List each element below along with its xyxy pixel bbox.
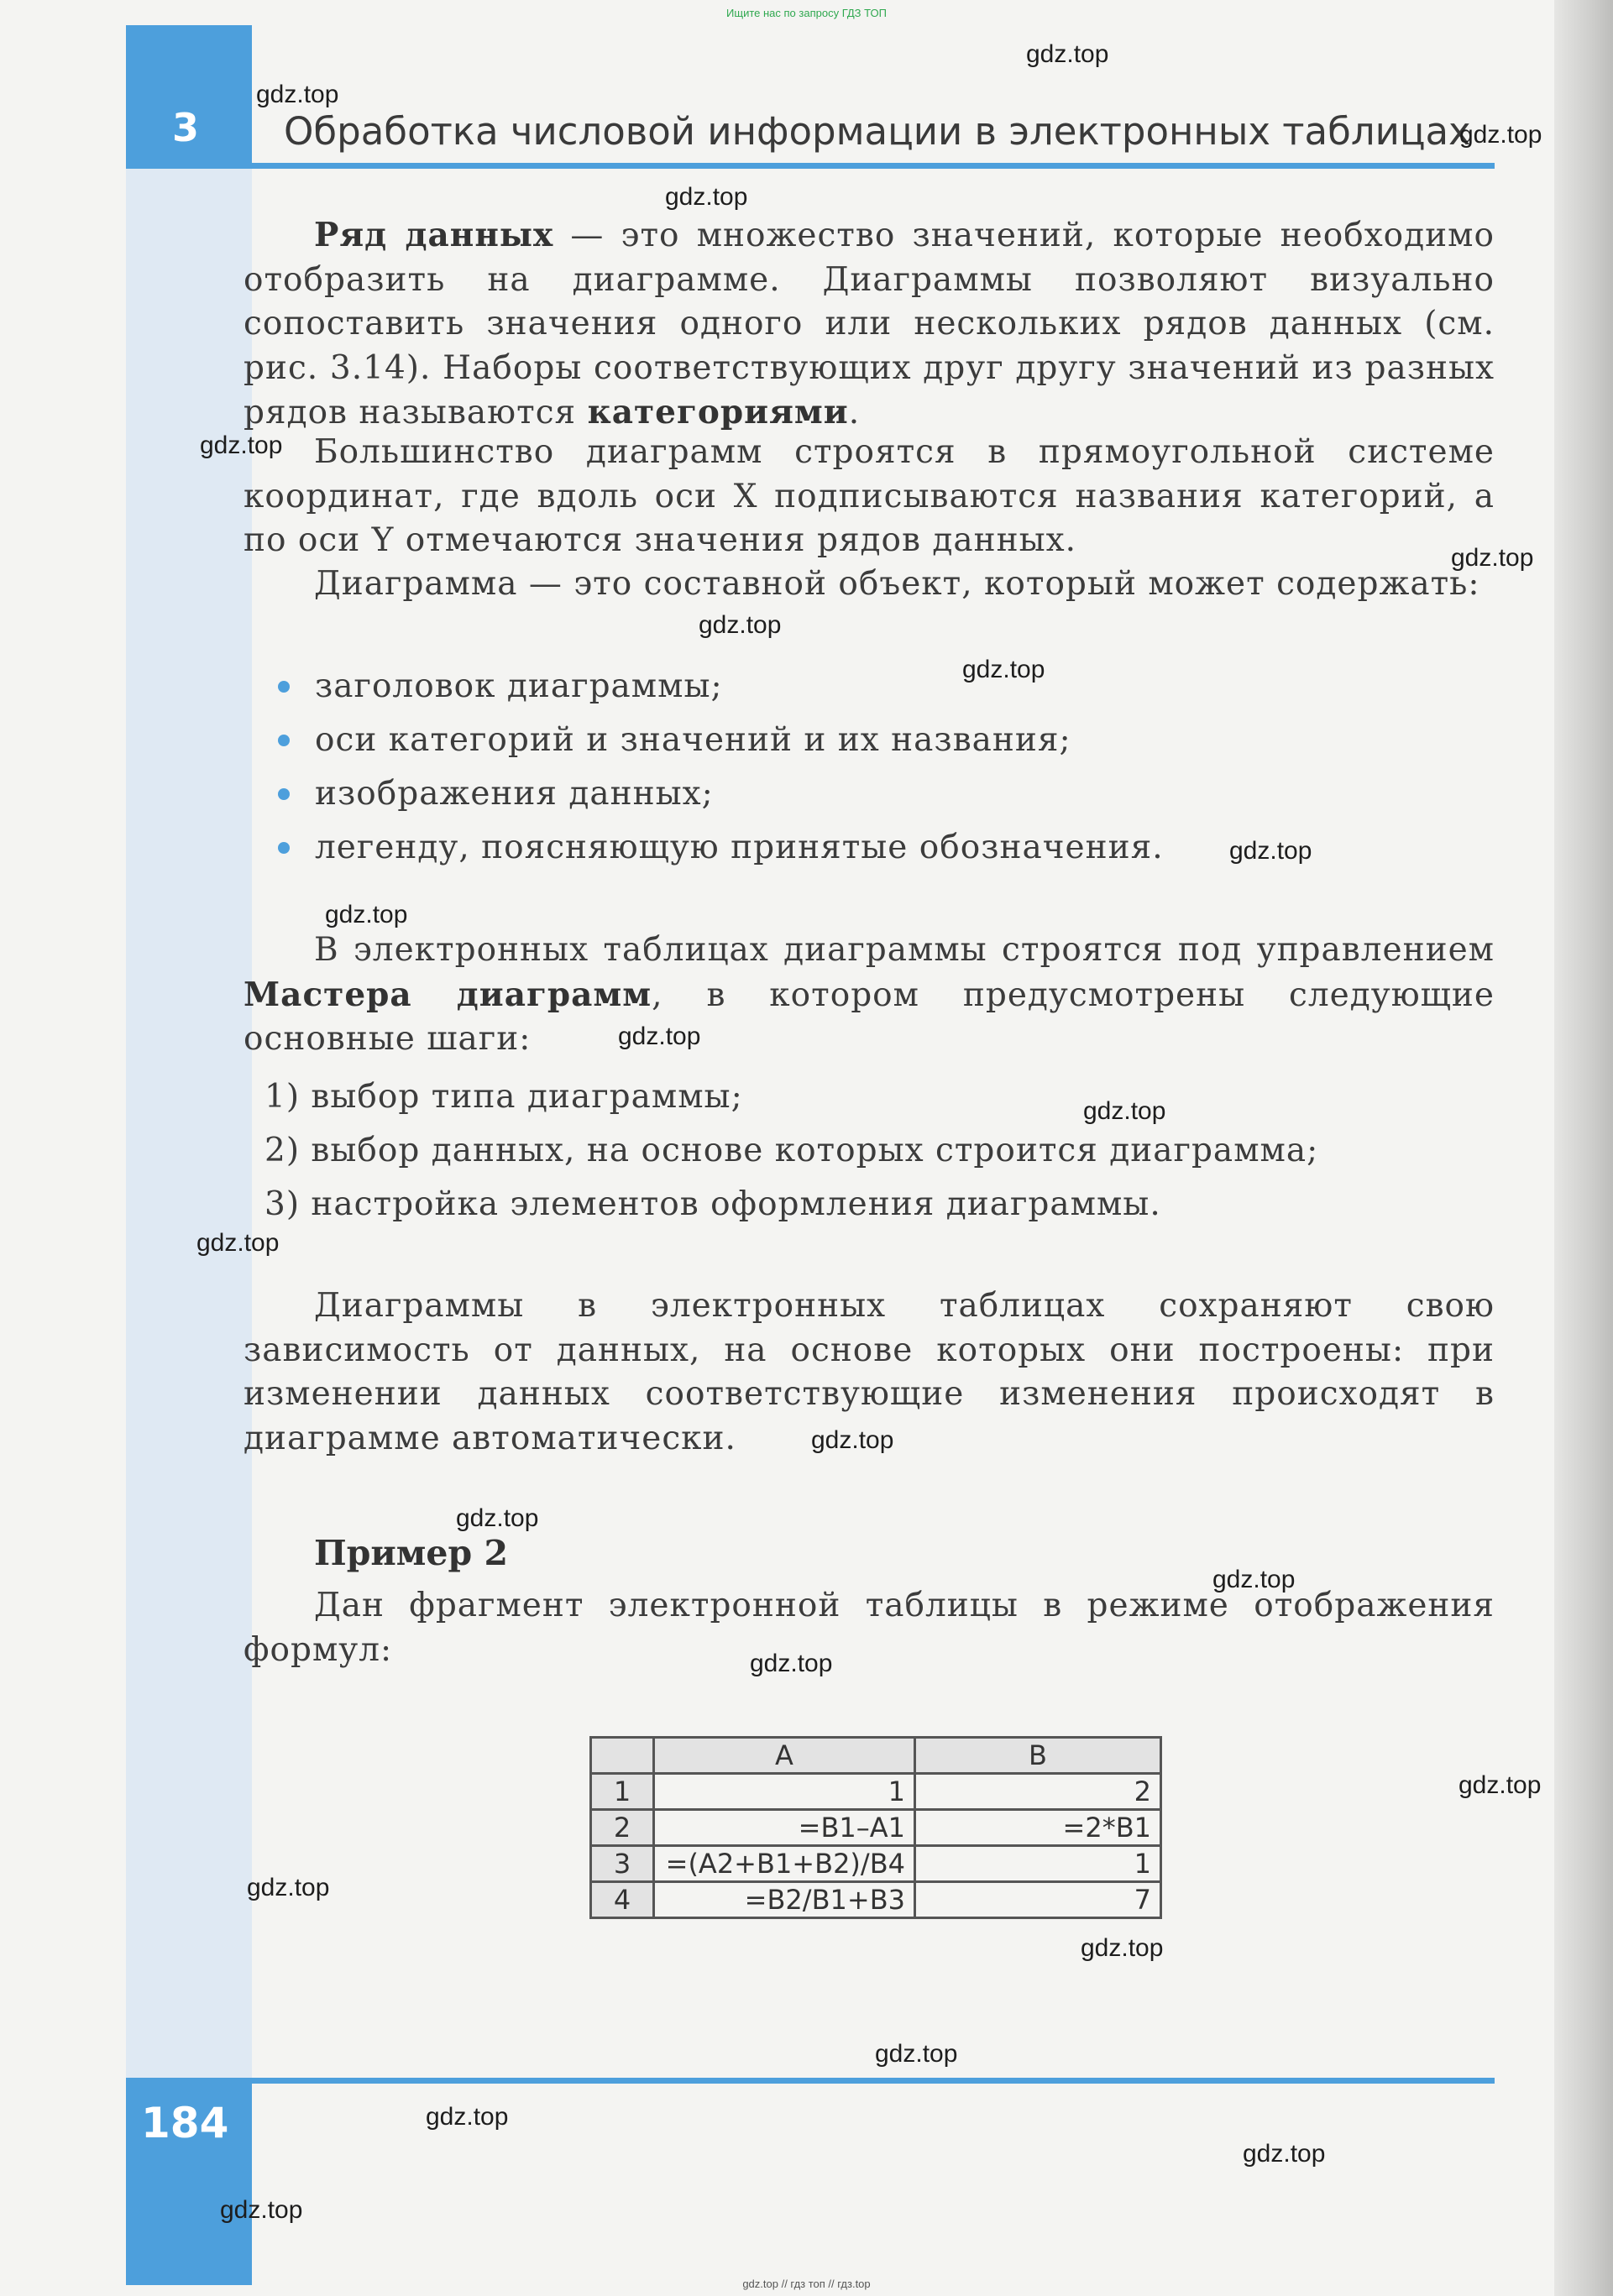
watermark: gdz.top [618,1022,701,1050]
watermark: gdz.top [750,1650,833,1677]
row-number: 2 [591,1810,654,1846]
watermark: gdz.top [1243,2140,1326,2168]
watermark: gdz.top [1026,40,1109,68]
row-number: 1 [591,1774,654,1810]
paragraph-text: Диаграмма — это составной объект, который может содержать: [314,565,1480,603]
watermark: gdz.top [665,183,748,211]
column-header-b: B [915,1738,1161,1774]
watermark: gdz.top [220,2196,303,2224]
footer-divider [126,2078,1495,2084]
watermark: gdz.top [875,2040,958,2068]
row-number: 4 [591,1882,654,1918]
list-item: 1) выбор типа диаграммы; [264,1078,743,1116]
paragraph-example-intro [244,1584,1495,1672]
column-header-a: A [654,1738,915,1774]
table-row [591,1774,1161,1810]
table-row [591,1810,1161,1846]
watermark: gdz.top [1212,1566,1296,1593]
term-chart-wizard: Мастера диаграмм [244,975,652,1014]
watermark: gdz.top [426,2103,509,2131]
spreadsheet-fragment [589,1736,1162,1919]
bullet-icon [278,681,290,693]
list-item-text: оси категорий и значений и их названия; [315,721,1071,759]
page-edge-shadow [1554,0,1613,2296]
chapter-title: Обработка числовой информации в электронных таблицах [284,109,1471,154]
table-header-row [591,1738,1161,1774]
watermark: gdz.top [196,1229,280,1257]
paragraph-text: В электронных таблицах диаграммы строятся под управлением [314,931,1495,969]
paragraph-text: — это множество значений, которые необходимо отобразить на диаграмме. Диаграммы позволяют визуально сопоставить значения одного или нескольких рядов данных (см. рис. 3.14). Наборы соответствующих друг другу значений из разных рядов называются [244,217,1495,431]
bullet-icon [278,788,290,800]
header-divider [126,163,1495,169]
paragraph-data-series [244,213,1495,436]
cell-a: =B2/B1+B3 [654,1882,915,1918]
paragraph-text: Дан фрагмент электронной таблицы в режиме отображения формул: [244,1587,1495,1669]
list-item-text: заголовок диаграммы; [315,667,723,705]
bottom-links[interactable]: gdz.top // гдз топ // гдз.top [742,2278,871,2290]
page-number: 184 [141,2099,229,2147]
list-item-text: легенду, поясняющую принятые обозначения. [315,829,1164,866]
list-item [273,660,1490,714]
cell-b: 7 [915,1882,1161,1918]
cell-b: 1 [915,1846,1161,1882]
watermark: gdz.top [200,431,283,459]
side-strip [126,25,252,2283]
top-search-hint[interactable]: Ищите нас по запросу ГДЗ ТОП [726,7,887,19]
corner-cell [591,1738,654,1774]
watermark: gdz.top [1083,1097,1166,1125]
watermark: gdz.top [325,901,408,928]
watermark: gdz.top [456,1504,539,1532]
table-row [591,1846,1161,1882]
page-number-badge [126,2084,252,2285]
watermark: gdz.top [962,656,1045,683]
paragraph-chart-wizard [244,928,1495,1062]
paragraph-text: Диаграммы в электронных таблицах сохраняют свою зависимость от данных, на основе которых они построены: при изменении данных соответствующие изменения происходят в диаграмме автоматически. [244,1287,1495,1457]
list-item-text: изображения данных; [315,775,714,813]
bullet-icon [278,842,290,854]
wizard-steps-list [264,1070,1482,1232]
chapter-number: 3 [172,105,200,150]
cell-b: 2 [915,1774,1161,1810]
list-item: 3) настройка элементов оформления диаграммы. [264,1185,1161,1223]
paragraph-text: . [848,394,861,431]
watermark: gdz.top [256,81,339,108]
bullet-icon [278,735,290,746]
cell-a: =(A2+B1+B2)/B4 [654,1846,915,1882]
example-title: Пример 2 [314,1533,508,1573]
watermark: gdz.top [699,611,782,639]
cell-a: =B1–A1 [654,1810,915,1846]
list-item [273,767,1490,821]
cell-b: =2*B1 [915,1810,1161,1846]
watermark: gdz.top [1229,837,1312,865]
cell-a: 1 [654,1774,915,1810]
row-number: 3 [591,1846,654,1882]
watermark: gdz.top [1459,121,1542,149]
table-row [591,1882,1161,1918]
watermark: gdz.top [247,1874,330,1901]
paragraph-composite-object [244,562,1495,607]
paragraph-coordinates [244,431,1495,563]
watermark: gdz.top [811,1426,894,1454]
term-categories: категориями [587,393,849,431]
term-data-series: Ряд данных [314,216,554,254]
chapter-badge [126,25,252,164]
paragraph-text: , в котором предусмотрены следующие основные шаги: [244,975,1495,1058]
paragraph-text: Большинство диаграмм строятся в прямоугольной системе координат, где вдоль оси X подписываются названия категорий, а по оси Y отмечаются значения рядов данных. [244,433,1495,559]
watermark: gdz.top [1459,1771,1542,1799]
list-item [273,714,1490,767]
watermark: gdz.top [1081,1934,1164,1962]
list-item: 2) выбор данных, на основе которых строится диаграмма; [264,1132,1319,1169]
watermark: gdz.top [1451,544,1534,572]
